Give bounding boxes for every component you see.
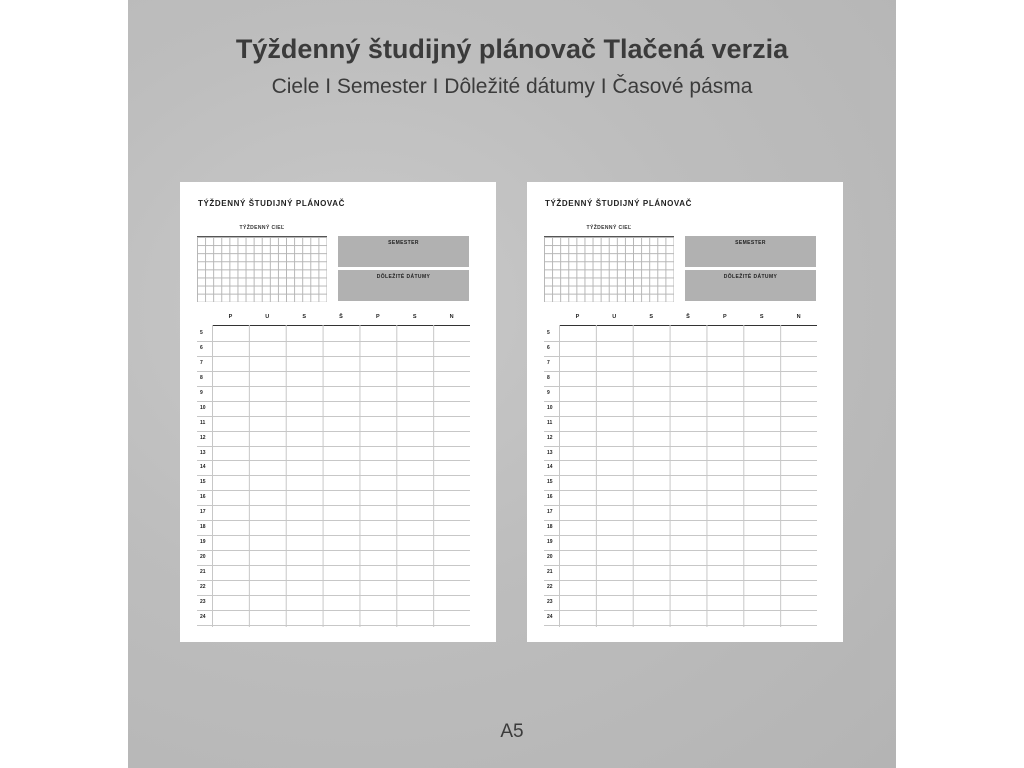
important-dates-box: [338, 270, 469, 301]
hour-label: 7: [547, 359, 550, 366]
hour-row: [197, 506, 470, 521]
hour-row: [197, 566, 470, 581]
hour-row: [197, 476, 470, 491]
hour-label: 10: [547, 404, 553, 411]
hour-label: 12: [547, 434, 553, 441]
day-label: S: [302, 314, 306, 320]
hour-row: [197, 551, 470, 566]
paper-size-label: A5: [500, 721, 524, 742]
hour-label: 18: [547, 524, 553, 531]
hour-label: 17: [200, 509, 206, 516]
hour-label: 20: [547, 554, 553, 561]
day-label: U: [265, 314, 270, 320]
hour-label: 5: [200, 330, 203, 336]
hour-row: [197, 536, 470, 551]
day-label: P: [376, 314, 380, 320]
hour-label: 22: [200, 583, 206, 590]
hour-label: 15: [200, 479, 206, 486]
hour-row: [544, 521, 817, 536]
hour-row: [544, 372, 817, 387]
day-label: S: [649, 314, 653, 320]
page-title: Týždenný študijný plánovač Tlačená verzia: [235, 34, 789, 64]
day-label: Š: [686, 314, 690, 320]
important-dates-box: [685, 270, 816, 301]
weekly-goal-label: TÝŽDENNÝ CIEĽ: [239, 225, 285, 231]
semester-box: [685, 236, 816, 267]
hour-row: [197, 372, 470, 387]
hour-label: 8: [547, 374, 550, 381]
day-label: S: [412, 314, 417, 320]
day-label: N: [449, 314, 454, 320]
planner-sheet-right: [527, 182, 843, 642]
hour-label: 19: [547, 539, 553, 546]
hour-row: [197, 581, 470, 596]
hour-row: [197, 432, 470, 447]
hour-row: [544, 581, 817, 596]
hour-label: 7: [200, 359, 203, 366]
hour-row: [544, 551, 817, 566]
hour-row: [544, 461, 817, 476]
day-label: N: [796, 314, 801, 320]
hour-rows: [197, 327, 470, 626]
hour-row: [197, 357, 470, 372]
day-label: Š: [339, 314, 343, 320]
background-panel: [128, 0, 896, 768]
hour-row: [197, 402, 470, 417]
hour-label: 17: [547, 509, 553, 516]
hour-label: 16: [547, 494, 553, 501]
hour-row: [197, 447, 470, 462]
hour-label: 6: [200, 344, 203, 351]
hour-label: 16: [200, 494, 206, 501]
hour-row: [544, 566, 817, 581]
hour-row: [544, 327, 817, 342]
hour-label: 24: [547, 613, 553, 620]
hour-label: 9: [200, 389, 203, 396]
hour-label: 18: [200, 524, 206, 531]
hour-label: 12: [200, 434, 206, 441]
sheet-title: TÝŽDENNÝ ŠTUDIJNÝ PLÁNOVAČ: [545, 199, 693, 208]
hour-rows: [544, 327, 817, 626]
hour-row: [544, 402, 817, 417]
hour-label: 21: [547, 569, 553, 575]
hour-row: [544, 447, 817, 462]
hour-label: 9: [547, 389, 550, 396]
semester-label: SEMESTER: [388, 240, 419, 246]
day-label: S: [759, 314, 764, 320]
important-dates-label: DÔLEŽITÉ DÁTUMY: [376, 274, 431, 280]
hour-label: 11: [200, 419, 206, 426]
hour-label: 23: [200, 598, 206, 605]
hour-row: [544, 417, 817, 432]
hour-label: 14: [547, 464, 553, 471]
hour-row: [197, 596, 470, 611]
page-subtitle: Ciele I Semester I Dôležité dátumy I Časové pásma: [271, 75, 753, 98]
hour-label: 22: [547, 583, 553, 590]
hour-label: 13: [547, 449, 553, 456]
hour-label: 11: [547, 419, 553, 426]
hour-label: 19: [200, 539, 206, 546]
important-dates-label: DÔLEŽITÉ DÁTUMY: [723, 274, 778, 280]
hour-row: [197, 611, 470, 626]
hour-row: [197, 461, 470, 476]
hour-label: 6: [547, 344, 550, 351]
hour-row: [197, 327, 470, 342]
hour-label: 5: [547, 330, 550, 336]
day-label: P: [723, 314, 727, 320]
day-label: U: [612, 314, 617, 320]
hour-row: [544, 357, 817, 372]
weekly-goal-label: TÝŽDENNÝ CIEĽ: [586, 225, 632, 231]
hour-label: 8: [200, 374, 203, 381]
hour-row: [197, 521, 470, 536]
day-label: P: [575, 314, 580, 320]
weekly-goal-grid: [544, 236, 674, 302]
hour-row: [544, 342, 817, 357]
hour-row: [197, 417, 470, 432]
hour-row: [544, 596, 817, 611]
semester-box: [338, 236, 469, 267]
hour-label: 13: [200, 449, 206, 456]
sheet-title: TÝŽDENNÝ ŠTUDIJNÝ PLÁNOVAČ: [198, 199, 346, 208]
weekly-goal-grid: [197, 236, 327, 302]
hour-label: 14: [200, 464, 206, 471]
day-label: P: [228, 314, 233, 320]
hour-label: 20: [200, 554, 206, 561]
hour-label: 24: [200, 613, 206, 620]
hour-row: [544, 491, 817, 506]
hour-row: [544, 476, 817, 491]
hour-row: [544, 387, 817, 402]
hour-row: [544, 536, 817, 551]
hour-label: 21: [200, 569, 206, 575]
hour-row: [197, 342, 470, 357]
hour-row: [544, 506, 817, 521]
semester-label: SEMESTER: [735, 240, 766, 246]
hour-row: [544, 611, 817, 626]
hour-label: 15: [547, 479, 553, 486]
planner-sheet-left: [180, 182, 496, 642]
hour-row: [197, 387, 470, 402]
hour-row: [544, 432, 817, 447]
hour-row: [197, 491, 470, 506]
hour-label: 23: [547, 598, 553, 605]
hour-label: 10: [200, 404, 206, 411]
